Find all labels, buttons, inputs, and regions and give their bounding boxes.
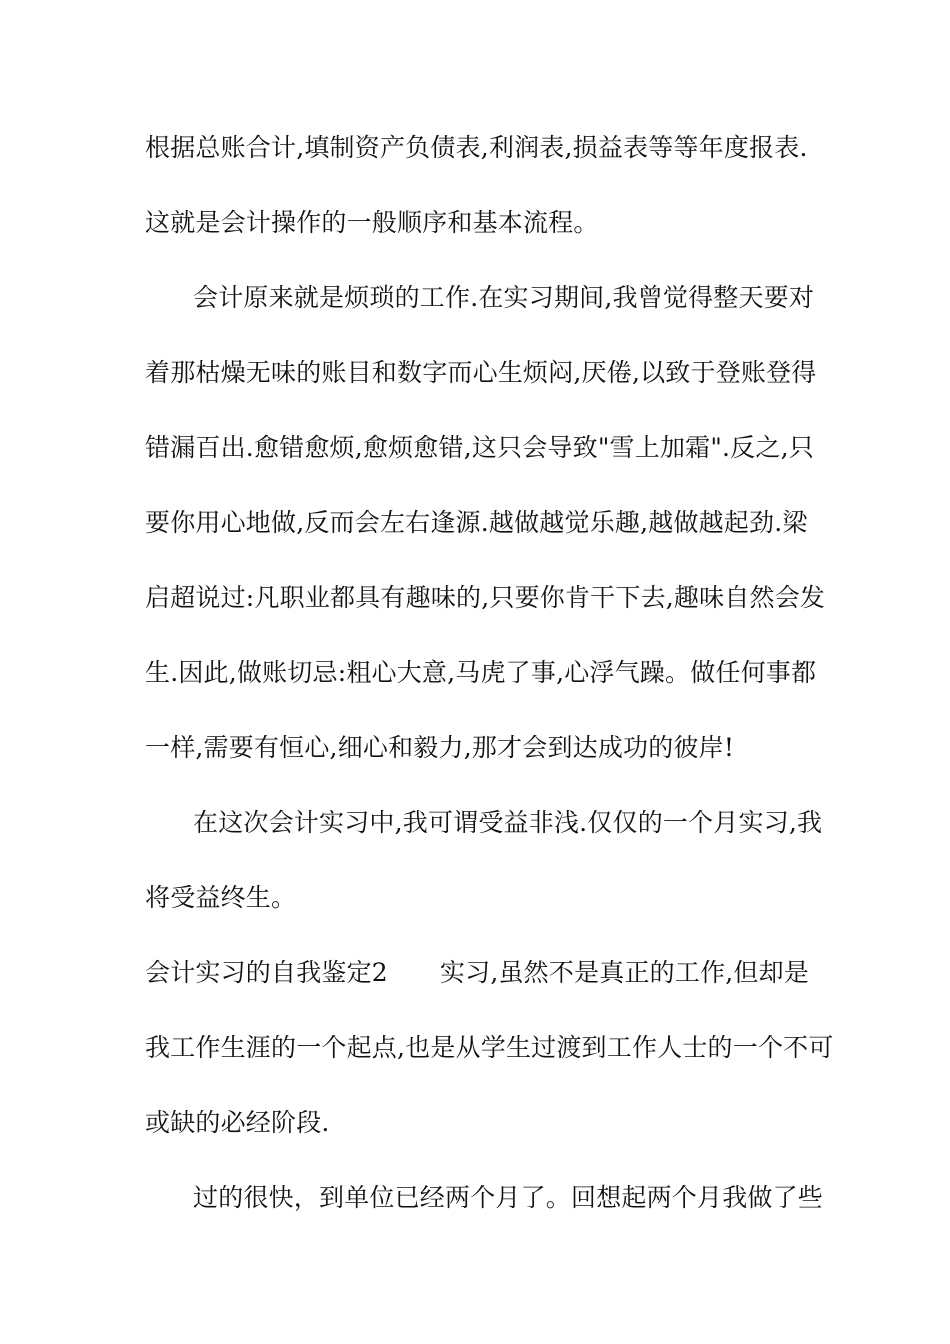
text-line: 着那枯燥无味的账目和数字而心生烦闷,厌倦,以致于登账登得 xyxy=(145,358,817,387)
text-line: 要你用心地做,反而会左右逢源.越做越觉乐趣,越做越起劲.梁 xyxy=(145,508,808,537)
section-heading-line xyxy=(145,953,825,993)
text-line: 错漏百出.愈错愈烦,愈烦愈错,这只会导致"雪上加霜".反之,只 xyxy=(145,433,814,462)
text-line: 或缺的必经阶段. xyxy=(145,1108,330,1137)
text-line: 生.因此,做账切忌:粗心大意,马虎了事,心浮气躁。做任何事都 xyxy=(145,658,817,687)
text-line: 这就是会计操作的一般顺序和基本流程。 xyxy=(145,208,599,237)
section-title: 会计实习的自我鉴定2 xyxy=(145,958,388,987)
text-line: 将受益终生。 xyxy=(145,883,297,912)
paragraph-start-line: 过的很快，到单位已经两个月了。回想起两个月我做了些 xyxy=(193,1183,824,1212)
text-line: 我工作生涯的一个起点,也是从学生过渡到工作人士的一个不可 xyxy=(145,1033,834,1062)
text-line: 实习,虽然不是真正的工作,但却是 xyxy=(439,958,810,987)
paragraph-start-line: 在这次会计实习中,我可谓受益非浅.仅仅的一个月实习,我 xyxy=(193,808,823,837)
text-line: 一样,需要有恒心,细心和毅力,那才会到达成功的彼岸! xyxy=(145,733,735,762)
paragraph-start-line: 会计原来就是烦琐的工作.在实习期间,我曾觉得整天要对 xyxy=(193,283,815,312)
text-line: 启超说过:凡职业都具有趣味的,只要你肯干下去,趣味自然会发 xyxy=(145,583,826,612)
text-line: 根据总账合计,填制资产负债表,利润表,损益表等等年度报表. xyxy=(145,133,808,162)
